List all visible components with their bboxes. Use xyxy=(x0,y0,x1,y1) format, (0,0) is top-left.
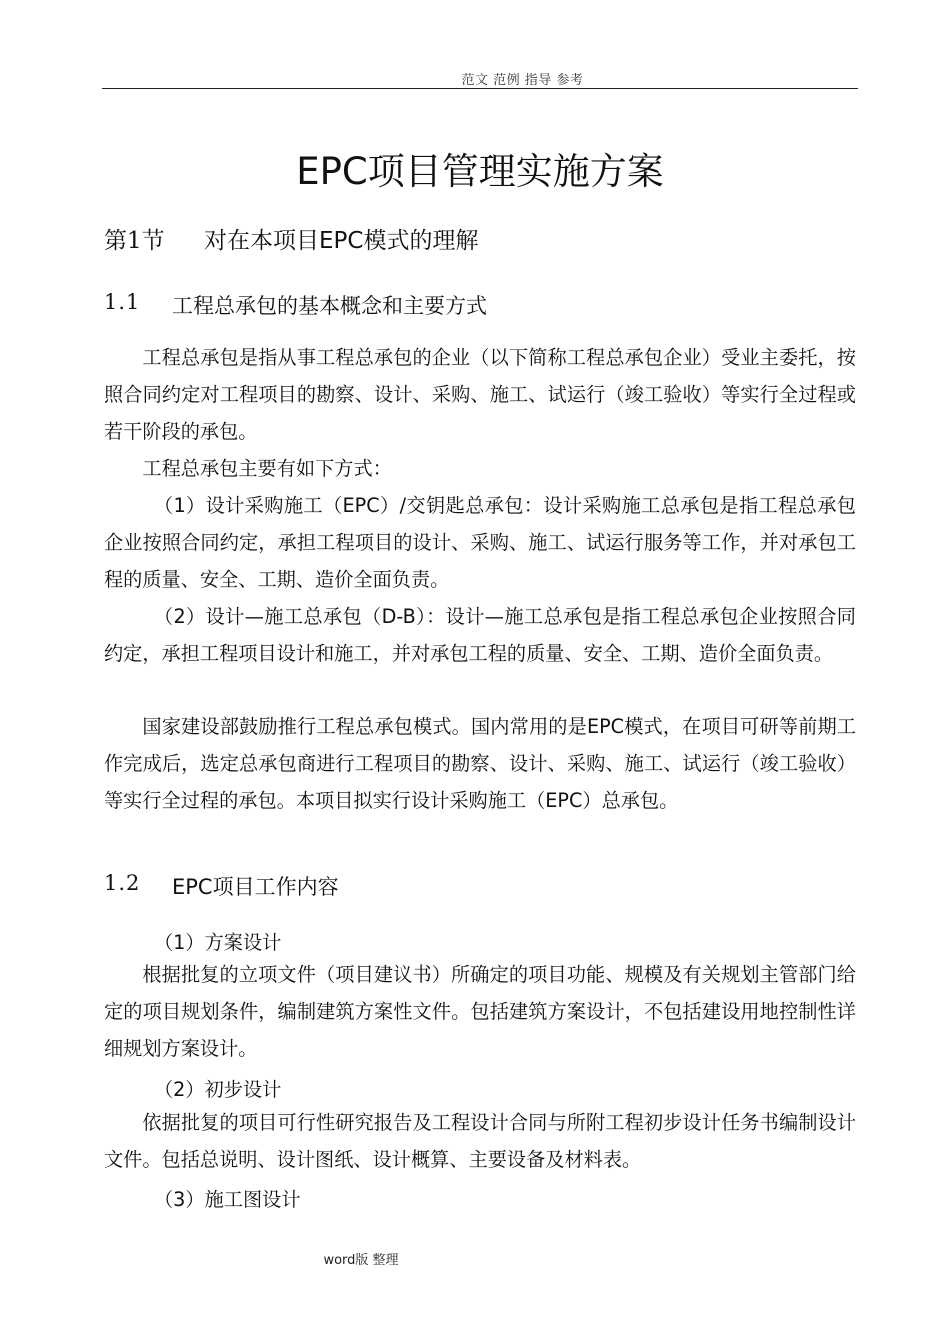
subsection-title: EPC项目工作内容 xyxy=(172,875,339,899)
section-title: 对在本项目EPC模式的理解 xyxy=(204,228,479,254)
section-number: 第1节 xyxy=(104,228,165,254)
subsection-number: 1.2 xyxy=(104,871,141,895)
header-text: 范文 范例 指导 参考 xyxy=(461,73,584,88)
paragraph-mode-epc: （1）设计采购施工（EPC）/交钥匙总承包：设计采购施工总承包是指工程总承包企业按照合同约定，承担工程项目的设计、采购、施工、试运行服务等工作，并对承包工程的质量、安全、工期、造价全面负责。 xyxy=(104,494,856,591)
page-footer: word版 整理 xyxy=(323,1253,399,1268)
paragraph-mode-db: （2）设计—施工总承包（D-B）：设计—施工总承包是指工程总承包企业按照合同约定，承担工程项目设计和施工，并对承包工程的质量、安全、工期、造价全面负责。 xyxy=(104,605,856,665)
paragraph-definition: 工程总承包是指从事工程总承包的企业（以下简称工程总承包企业）受业主委托，按照合同约定对工程项目的勘察、设计、采购、施工、试运行（竣工验收）等实行全过程或若干阶段的承包。 xyxy=(104,346,856,443)
paragraph-preliminary-design: 依据批复的项目可行性研究报告及工程设计合同与所附工程初步设计任务书编制设计文件。包括总说明、设计图纸、设计概算、主要设备及材料表。 xyxy=(104,1111,856,1171)
header-divider xyxy=(102,88,858,89)
item-label-scheme-design: （1）方案设计 xyxy=(154,931,282,954)
paragraph-modes-intro: 工程总承包主要有如下方式： xyxy=(142,457,392,480)
subsection-heading-1-2 xyxy=(104,871,339,899)
item-label-preliminary-design: （2）初步设计 xyxy=(154,1078,282,1101)
subsection-heading-1-1 xyxy=(104,290,487,318)
document-title: EPC项目管理实施方案 xyxy=(296,149,664,193)
subsection-title: 工程总承包的基本概念和主要方式 xyxy=(172,294,487,318)
item-label-construction-drawing: （3）施工图设计 xyxy=(154,1188,301,1211)
paragraph-scheme-design: 根据批复的立项文件（项目建议书）所确定的项目功能、规模及有关规划主管部门给定的项目规划条件，编制建筑方案性文件。包括建筑方案设计，不包括建设用地控制性详细规划方案设计。 xyxy=(104,963,856,1060)
subsection-number: 1.1 xyxy=(104,290,141,314)
paragraph-policy: 国家建设部鼓励推行工程总承包模式。国内常用的是EPC模式，在项目可研等前期工作完成后，选定总承包商进行工程项目的勘察、设计、采购、施工、试运行（竣工验收）等实行全过程的承包。本项目拟实行设计采购施工（EPC）总承包。 xyxy=(104,715,856,812)
section-heading xyxy=(104,222,479,255)
